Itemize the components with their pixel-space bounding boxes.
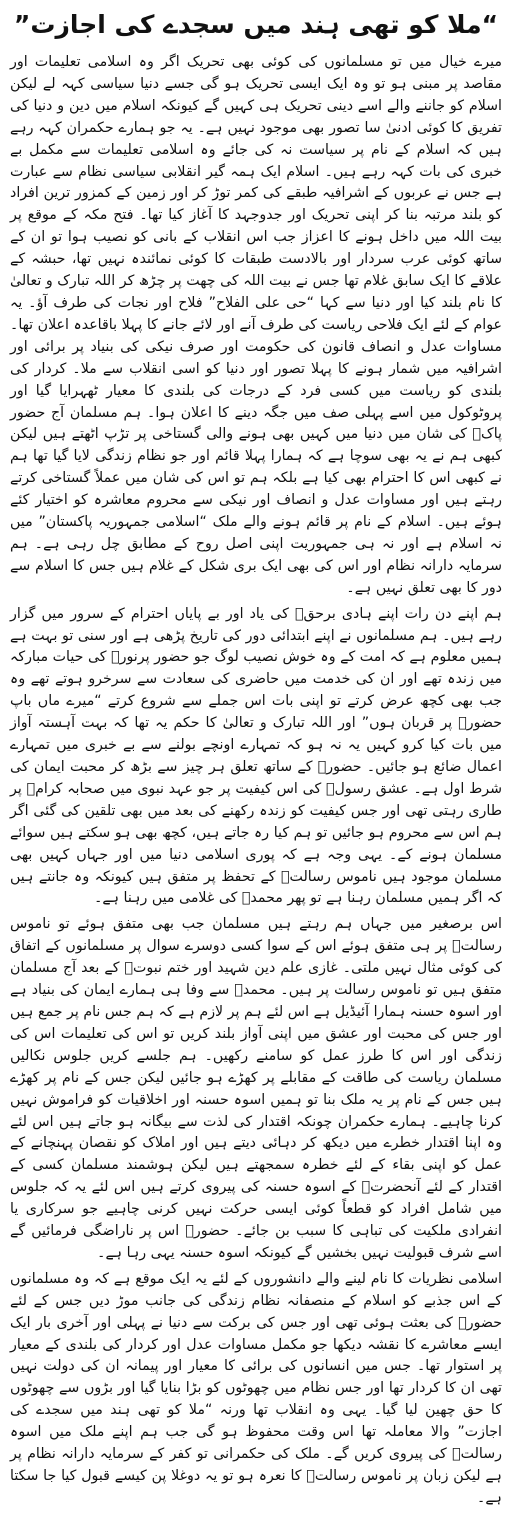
article-body xyxy=(10,52,502,1510)
article-paragraph: اس برصغیر میں جہاں ہم رہتے ہیں مسلمان جب بھی متفق ہوئے تو ناموس رسالتؐ پر ہی متفق ہوئے اس کے سوا کسی دوسرے سوال پر مسلمانوں کے اتفاق کی کوئی مثال نہیں ملتی۔ غازی علم دین شہید اور ختم نبوتؐ کے بعد آج مسلمان متفق ہیں تو ناموس رسالت پر ہیں۔ محمدؐ سے وفا ہی ہمارے ایمان کی بنیاد ہے اور اسوہ حسنہ ہمارا آئیڈیل ہے اس لئے ہم پر لازم ہے کہ ہم جس نام پر جمع ہیں اور جس کی محبت اور عشق میں اپنی آواز بلند کریں تو اس کی تعلیمات اس کی زندگی اور اس کا طرز عمل کو سامنے رکھیں۔ ہم جلسے کریں جلوس نکالیں مسلمان ریاست کی طاقت کے مقابلے پر کھڑے ہو جائیں لیکن جس کے نام پر کھڑے ہیں جس کے نام پر یہ ملک بنا تو ہمیں اسوہ حسنہ اور اخلاقیات کو فراموش نہیں کرنا چاہیے۔ ہمارے حکمران چونکہ اقتدار کی لذت سے بیگانہ ہو جاتے ہیں اس لئے وہ اپنا اقتدار خطرے میں دیکھ کر دہائی دیتے ہیں اور املاک کو نقصان پہنچانے کے عمل کو اپنی بقاء کے لئے خطرہ سمجھتے ہیں لیکن ہوشمند مسلمان کسی کے اقتدار کے لئے آنحضرتؐ کے اسوہ حسنہ کی پیروی کرتے ہیں اس لئے یہ کہ جلوس میں شامل افراد کو قطعاً کوئی ایسی حرکت نہیں کرنی چاہیے جو سرکاری یا انفرادی ملکیت کی تباہی کا سبب بن جائے۔ حضورؐ اس پر ناراضگی فرمائیں گے اسے شرف قبولیت نہیں بخشیں گے کیونکہ اسوہ حسنہ یہی رہا ہے۔ xyxy=(10,916,502,1261)
article-paragraph: اسلامی نظریات کا نام لینے والے دانشوروں کے لئے یہ ایک موقع ہے کہ وہ مسلمانوں کے اس جذبے کو اسلام کے منصفانہ نظام زندگی کی جانب موڑ دیں جس کے لئے حضورؐ کی بعثت ہوئی تھی اور جس کی برکت سے دنیا نے پہلی اور آخری بار ایک ایسے معاشرے کا نقشہ دیکھا جو مکمل مساوات عدل اور کردار کی بلندی کے معیار پر استوار تھا۔ جس میں انسانوں کی برائی کا معیار اور پیمانہ ان کی دولت نہیں تھی ان کا کردار تھا اور جس نظام میں چھوٹوں کو بڑا بنایا گیا اور بڑوں سے چھوٹوں کا حق چھین لیا گیا۔ یہی وہ انقلاب تھا ورنہ “ملا کو تھی ہند میں سجدے کی اجازت” والا معاملہ تھا اس وقت محفوظ ہو گی جب ہم اپنے ملک میں اسوہ رسالتؐ کی پیروی کریں گے۔ ملک کی حکمرانی تو کفر کے سرمایہ دارانہ نظام پر ہے لیکن زبان پر ناموس رسالتؐ کا نعرہ ہو تو یہ دوغلا پن کیسے قبول کیا جا سکتا ہے۔ xyxy=(10,1270,502,1506)
article-headline: “ملا کو تھی ہند میں سجدے کی اجازت” xyxy=(13,10,499,39)
article-paragraph: میرے خیال میں تو مسلمانوں کی کوئی بھی تحریک اگر وہ اسلامی تعلیمات اور مقاصد پر مبنی ہو تو وہ ایک ایسی تحریک ہو گی جسے دنیا سیاسی کہہ لے لیکن اسلام کو جاننے والے اسے دینی تحریک ہی کہیں گے کیونکہ اسلام میں دین و دنیا کی تفریق کا کوئی ادنیٰ سا تصور بھی موجود نہیں ہے۔ یہ جو ہمارے حکمران کہہ رہے ہیں کہ اسلام کے نام پر سیاست نہ کی جائے وہ اسلامی تعلیمات سے مکمل بے خبری کی بات کہہ رہے ہیں۔ اسلام ایک ہمہ گیر انقلابی سیاسی نظام سے عبارت ہے جس نے عربوں کے اشرافیہ طبقے کی کمر توڑ کر اور زمین کے کمزور ترین افراد کو بلند مرتبہ بنا کر اپنی تحریک اور جدوجہد کا آغاز کیا تھا۔ فتح مکہ کے موقع پر بیت اللہ میں داخل ہونے کا اعزاز جب اس انقلاب کے بانی کو نصیب ہوا تو ان کے ساتھ کوئی عرب سردار اور بالادست طبقات کا کوئی نمائندہ نہیں تھا، حبشہ کے علاقے کا ایک سابق غلام تھا جس نے بیت اللہ کی چھت پر چڑھ کر اللہ تبارک و تعالیٰ کا نام بلند کیا اور دنیا سے کہا “حی علی الفلاح” فلاح اور نجات کی طرف آؤ۔ یہ عوام کے لئے ایک فلاحی ریاست کی طرف آنے اور لائے جانے کا پہلا باقاعدہ اعلان تھا۔ مساوات عدل و انصاف قانون کی حکومت اور صرف نیکی کی بنیاد پر برائی اور اشرافیہ میں شمار ہونے کا پہلا تصور اور دنیا کو اسی انقلاب سے ملا۔ کردار کی بلندی کو ریاست میں کسی فرد کے درجات کی بلندی کا معیار ٹھہرایا گیا اور پروٹوکول میں اسے پہلی صف میں جگہ دینے کا اعلان ہوا۔ ہم مسلمان آج حضور پاکؐ کی شان میں دنیا میں کہیں بھی ہونے والی گستاخی پر تڑپ اٹھتے ہیں لیکن کبھی ہم نے یہ بھی سوچا ہے کہ ہمارا پہلا قائم اور جو نظام زندگی لایا گیا تھا ہم نے کبھی اس کا احترام بھی کیا ہے بلکہ ہم تو اس کی شان میں عملاً گستاخی کرتے رہتے ہیں اور مساوات عدل و انصاف اور نیکی سے محروم معاشرہ کو اختیار کئے ہوئے ہیں۔ اسلام کے نام پر قائم ہونے والے ملک “اسلامی جمہوریہ پاکستان” میں نہ اسلام ہے اور نہ ہی جمہوریت اپنی اصل روح کے مطابق چل رہی ہے۔ ہم سرمایہ دارانہ نظام اور اس کی بھی ایک بری شکل کے غلام ہیں جس کا اسلام سے دور کا بھی تعلق نہیں ہے۔ xyxy=(10,54,502,596)
article-paragraph: ہم اپنے دن رات اپنے ہادی برحقؐ کی یاد اور بے پایاں احترام کے سرور میں گزار رہے ہیں۔ ہم مسلمانوں نے اپنے ابتدائی دور کی تاریخ پڑھی ہے اور سنی تو بہت ہے ہمیں معلوم ہے کہ امت کے وہ خوش نصیب لوگ جو حضور پرنورؐ کی حیات مبارکہ میں زندہ تھے اور ان کی خدمت میں حاضری کی سعادت سے سرخرو ہوتے تھے وہ جب بھی کچھ عرض کرتے تو اپنی بات اس جملے سے شروع کرتے “میرے ماں باپ حضورؐ پر قربان ہوں” اور اللہ تبارک و تعالیٰ کا حکم یہ تھا کہ بہت آہستہ آواز میں بات کیا کرو کہیں یہ نہ ہو کہ تمہارے اونچے بولنے سے بے خبری میں تمہارے اعمال ضائع ہو جائیں۔ حضورؐ کے ساتھ تعلق ہر چیز سے بڑھ کر محبت ایمان کی شرط اول ہے۔ عشق رسولؐ کی اس کیفیت پر جو عہد نبوی میں صحابہ کرامؓ پر طاری رہتی تھی اور جس کیفیت کو زندہ رکھنے کی بعد میں بھی تلقین کی گئی اگر ہم اس سے محروم ہو جائیں تو ہم کیا رہ جاتے ہیں، کچھ بھی ہو سکتے ہیں سوائے مسلمان ہونے کے۔ یہی وجہ ہے کہ پوری اسلامی دنیا میں اور جہاں کہیں بھی مسلمان موجود ہیں ناموس رسالتؐ کے تحفظ پر متفق ہیں کیونکہ وہ جانتے ہیں کہ اگر ہمیں مسلمان رہنا ہے تو پھر محمدؐ کی غلامی میں رہنا ہے۔ xyxy=(10,605,502,907)
